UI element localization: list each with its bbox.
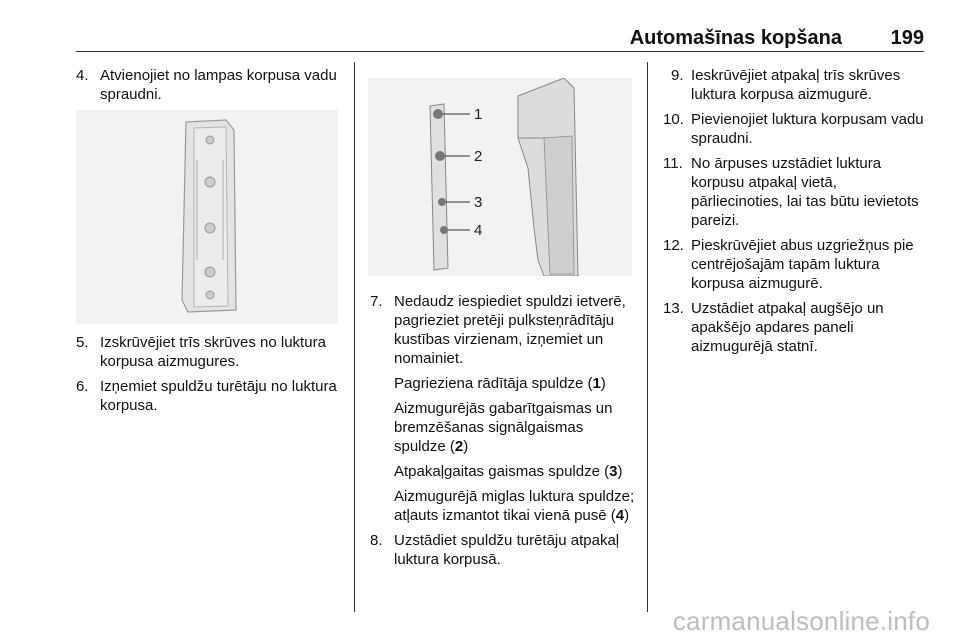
page-number: 199	[890, 27, 924, 49]
figure-lamp-housing	[76, 110, 338, 324]
bulb-1-icon	[433, 109, 443, 119]
bulb-3-icon	[438, 198, 446, 206]
step-12	[663, 236, 931, 293]
step-8	[370, 531, 638, 569]
step-number: 4.	[76, 67, 89, 84]
step-13	[663, 299, 931, 356]
column-divider-1	[354, 62, 355, 612]
step-9	[663, 66, 931, 104]
step-number: 10.	[663, 111, 684, 128]
bulb-desc-close: )	[624, 507, 630, 524]
bulb-desc-text: Aizmugurējās gabarītgaismas un bremzēšanas signālgaismas spuldze (	[394, 400, 613, 455]
callout-4: 4	[474, 222, 483, 239]
step-text: Pievienojiet luktura korpusam vadu spraudni.	[691, 111, 924, 147]
bulb-ref: 1	[592, 375, 601, 392]
bulb-desc-close: )	[463, 438, 469, 455]
bulb-ref: 2	[454, 438, 464, 455]
bulb-4-description	[394, 487, 638, 525]
column-2	[370, 292, 638, 575]
step-number: 13.	[663, 300, 684, 317]
step-6	[76, 377, 346, 415]
header-rule	[76, 51, 924, 52]
bulb-holder-illustration	[368, 78, 632, 276]
step-text: Izskrūvējiet trīs skrūves no luktura korpusa aizmugures.	[100, 334, 326, 370]
step-number: 8.	[370, 532, 383, 549]
callout-1: 1	[474, 106, 483, 123]
step-text: Nedaudz iespiediet spuldzi ietverē, pagrieziet pretēji pulksteņrādītāju kustības virzienam, izņemiet un nomainiet.	[394, 293, 626, 367]
bulb-ref: 4	[615, 507, 625, 524]
step-text: Pieskrūvējiet abus uzgriežņus pie centrējošajām tapām luktura korpusa aizmugurē.	[691, 237, 914, 292]
bulb-2-description	[394, 399, 638, 456]
step-number: 5.	[76, 334, 89, 351]
bulb-3-description	[394, 462, 638, 481]
step-text: No ārpuses uzstādiet luktura korpusu atpakaļ vietā, pārliecinoties, lai tas būtu ievietots pareizi.	[691, 155, 919, 229]
step-text: Uzstādiet atpakaļ augšējo un apakšējo apdares paneli aizmugurējā statnī.	[691, 300, 884, 355]
column-divider-2	[647, 62, 648, 612]
page-header-title: Automašīnas kopšana	[629, 27, 842, 49]
bulb-desc-text: Atpakaļgaitas gaismas spuldze (	[394, 463, 610, 480]
step-text: Ieskrūvējiet atpakaļ trīs skrūves luktura korpusa aizmugurē.	[691, 67, 901, 103]
step-number: 6.	[76, 378, 89, 395]
bulb-desc-close: )	[600, 375, 606, 392]
bulb-desc-close: )	[617, 463, 623, 480]
bulb-1-description	[394, 374, 638, 393]
step-number: 12.	[663, 237, 684, 254]
column-1	[76, 66, 346, 110]
step-number: 7.	[370, 293, 383, 310]
column-1-lower	[76, 333, 346, 421]
callout-3: 3	[474, 194, 483, 211]
bulb-desc-text: Pagrieziena rādītāja spuldze (	[394, 375, 593, 392]
bulb-desc-text: Aizmugurējā miglas luktura spuldze; atļauts izmantot tikai vienā pusē (	[394, 488, 635, 524]
step-number: 9.	[671, 67, 684, 84]
step-text: Uzstādiet spuldžu turētāju atpakaļ luktura korpusā.	[394, 532, 620, 568]
step-7	[370, 292, 638, 368]
bulb-ref: 3	[609, 463, 618, 480]
figure-bulb-holder	[368, 78, 632, 276]
step-text: Izņemiet spuldžu turētāju no luktura korpusa.	[100, 378, 337, 414]
watermark: carmanualsonline.info	[672, 606, 930, 636]
bulb-4-icon	[440, 226, 448, 234]
step-10	[663, 110, 931, 148]
step-number: 11.	[663, 155, 683, 172]
step-text: Atvienojiet no lampas korpusa vadu spraudni.	[100, 67, 337, 103]
lamp-housing-illustration	[76, 110, 338, 324]
callout-2: 2	[474, 148, 483, 165]
bulb-2-icon	[435, 151, 445, 161]
step-11	[663, 154, 931, 230]
step-5	[76, 333, 346, 371]
step-4	[76, 66, 346, 104]
column-3	[663, 66, 931, 362]
